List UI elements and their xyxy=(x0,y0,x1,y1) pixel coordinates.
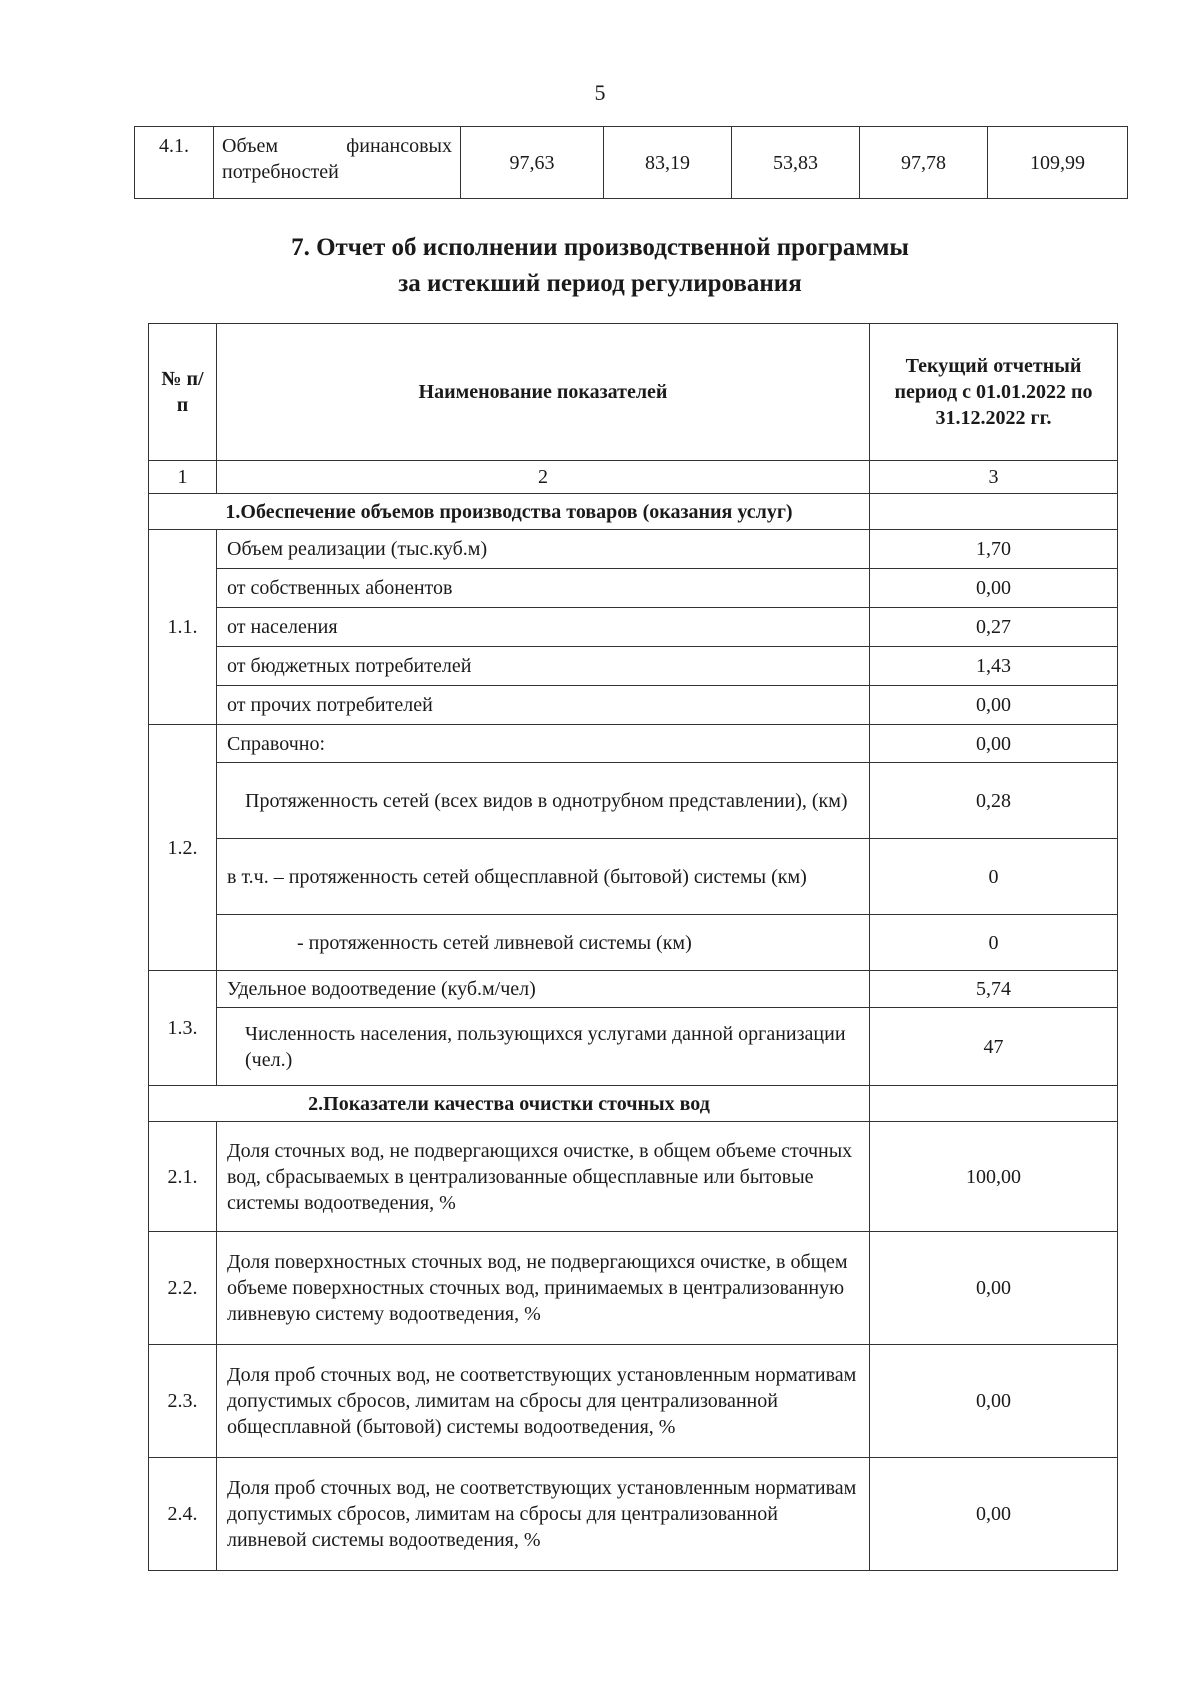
value-cell: 97,63 xyxy=(461,127,604,199)
production-program-table xyxy=(148,323,1118,1571)
row-number: 1.2. xyxy=(149,725,217,971)
row-number: 2.2. xyxy=(149,1232,217,1345)
row-name: Справочно: xyxy=(217,725,870,763)
section-1-title: 1.Обеспечение объемов производства товаров (оказания услуг) xyxy=(149,494,870,530)
table-row xyxy=(149,608,1118,647)
row-value: 0,28 xyxy=(870,763,1118,839)
section-2-title: 2.Показатели качества очистки сточных вод xyxy=(149,1086,870,1122)
row-name: от прочих потребителей xyxy=(217,686,870,725)
value-cell: 109,99 xyxy=(988,127,1128,199)
row-value: 0,00 xyxy=(870,1232,1118,1345)
table-row xyxy=(149,686,1118,725)
table-row xyxy=(149,647,1118,686)
empty-cell xyxy=(870,1086,1118,1122)
row-value: 100,00 xyxy=(870,1122,1118,1232)
row-name: от бюджетных потребителей xyxy=(217,647,870,686)
row-number: 2.3. xyxy=(149,1345,217,1458)
row-name: Объем реализации (тыс.куб.м) xyxy=(217,530,870,569)
value-cell: 83,19 xyxy=(604,127,732,199)
section-title-line: за истекший период регулирования xyxy=(398,270,802,298)
value-cell: 97,78 xyxy=(860,127,988,199)
header-value: Текущий отчетный период с 01.01.2022 по 31.12.2022 гг. xyxy=(870,324,1118,461)
row-value: 1,70 xyxy=(870,530,1118,569)
row-number: 4.1. xyxy=(135,127,214,199)
row-number: 2.4. xyxy=(149,1458,217,1571)
table-row xyxy=(149,1232,1118,1345)
table-row xyxy=(149,1345,1118,1458)
table-row xyxy=(149,725,1118,763)
table-row xyxy=(149,1008,1118,1086)
header-row xyxy=(149,324,1118,461)
row-value: 0,00 xyxy=(870,569,1118,608)
value-cell: 53,83 xyxy=(732,127,860,199)
empty-cell xyxy=(870,494,1118,530)
row-value: 1,43 xyxy=(870,647,1118,686)
column-index-row xyxy=(149,461,1118,494)
table-row xyxy=(149,1122,1118,1232)
row-value: 5,74 xyxy=(870,971,1118,1008)
section-row xyxy=(149,494,1118,530)
table-row xyxy=(149,763,1118,839)
row-name: Удельное водоотведение (куб.м/чел) xyxy=(217,971,870,1008)
section-title xyxy=(0,230,1200,303)
table-row xyxy=(149,839,1118,915)
section-row xyxy=(149,1086,1118,1122)
header-name: Наименование показателей xyxy=(217,324,870,461)
row-value: 0,00 xyxy=(870,1345,1118,1458)
row-name: Протяженность сетей (всех видов в однотрубном представлении), (км) xyxy=(217,763,870,839)
table-row xyxy=(149,971,1118,1008)
row-name: Доля сточных вод, не подвергающихся очистке, в общем объеме сточных вод, сбрасываемых в централизованные общесплавные или бытовые системы водоотведения, % xyxy=(217,1122,870,1232)
column-index: 3 xyxy=(870,461,1118,494)
row-name: Численность населения, пользующихся услугами данной организации (чел.) xyxy=(217,1008,870,1086)
section-title-line: 7. Отчет об исполнении производственной программы xyxy=(291,234,909,261)
table-row xyxy=(149,915,1118,971)
row-name: Доля поверхностных сточных вод, не подвергающихся очистке, в общем объеме поверхностных сточных вод, принимаемых в централизованную ливневую систему водоотведения, % xyxy=(217,1232,870,1345)
row-name: от населения xyxy=(217,608,870,647)
row-value: 0 xyxy=(870,839,1118,915)
financial-needs-table xyxy=(134,126,1128,199)
column-index: 2 xyxy=(217,461,870,494)
table-row xyxy=(149,530,1118,569)
row-value: 0,00 xyxy=(870,686,1118,725)
table-row xyxy=(149,569,1118,608)
row-name: Объем финансовых потребностей xyxy=(214,127,461,199)
row-value: 0,00 xyxy=(870,1458,1118,1571)
row-name: от собственных абонентов xyxy=(217,569,870,608)
row-name: в т.ч. – протяженность сетей общесплавной (бытовой) системы (км) xyxy=(217,839,870,915)
table-row xyxy=(149,1458,1118,1571)
row-number: 1.3. xyxy=(149,971,217,1086)
table-row xyxy=(135,127,1128,199)
column-index: 1 xyxy=(149,461,217,494)
header-num: № п/п xyxy=(149,324,217,461)
row-value: 0,00 xyxy=(870,725,1118,763)
row-number: 2.1. xyxy=(149,1122,217,1232)
page-number: 5 xyxy=(594,80,606,105)
row-value: 0,27 xyxy=(870,608,1118,647)
row-value: 47 xyxy=(870,1008,1118,1086)
row-name: Доля проб сточных вод, не соответствующих установленным нормативам допустимых сбросов, лимитам на сбросы для централизованной общесплавной (бытовой) системы водоотведения, % xyxy=(217,1345,870,1458)
row-number: 1.1. xyxy=(149,530,217,725)
row-value: 0 xyxy=(870,915,1118,971)
row-name: - протяженность сетей ливневой системы (км) xyxy=(217,915,870,971)
row-name: Доля проб сточных вод, не соответствующих установленным нормативам допустимых сбросов, лимитам на сбросы для централизованной ливневой системы водоотведения, % xyxy=(217,1458,870,1571)
